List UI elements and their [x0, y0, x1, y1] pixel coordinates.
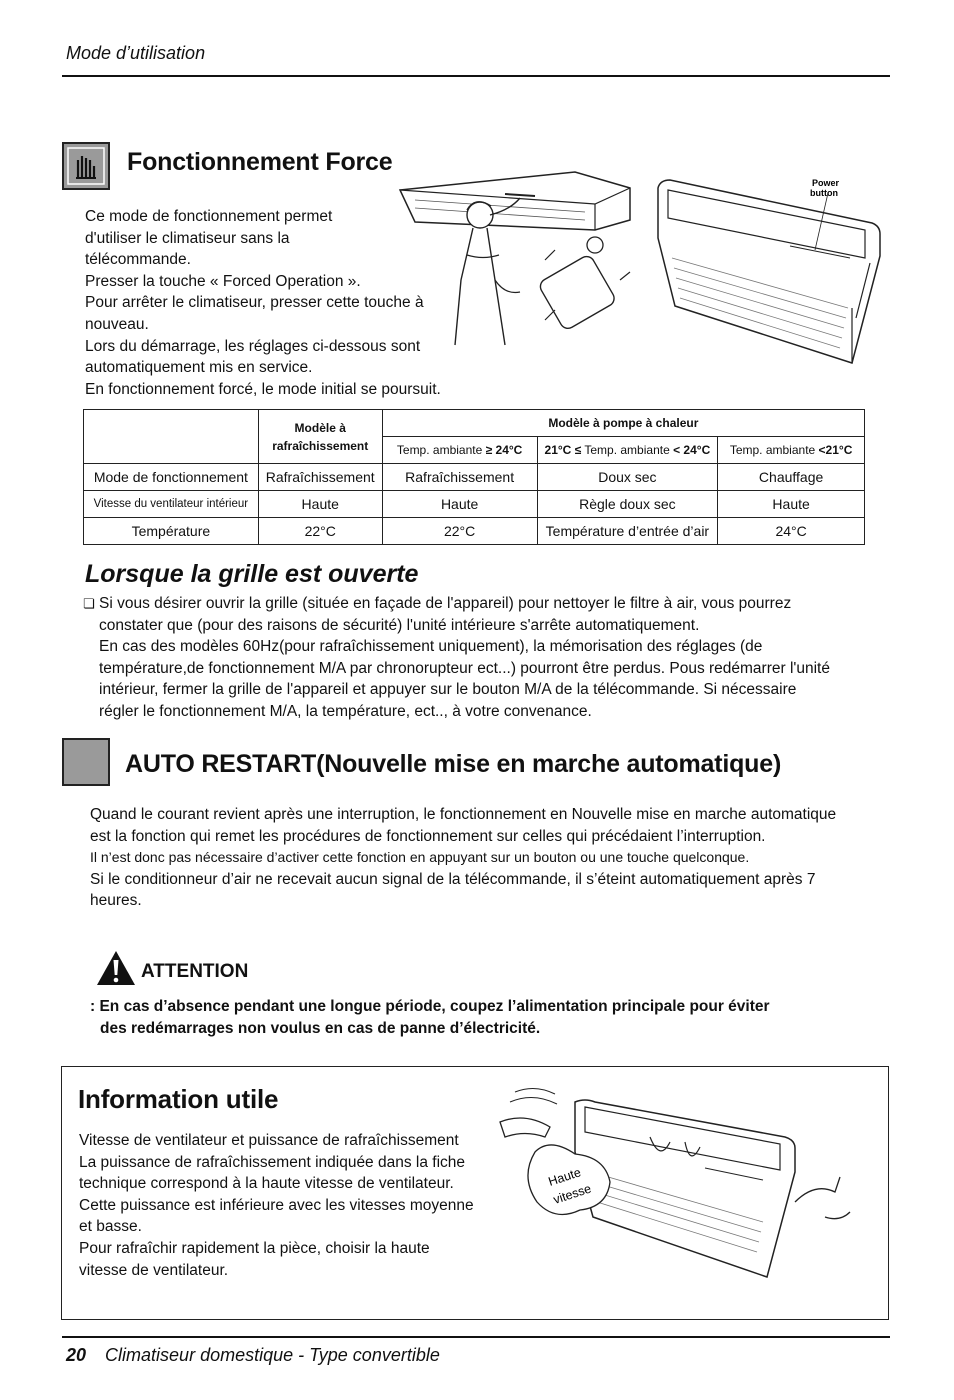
bubble-label: Haute — [546, 1165, 583, 1189]
info-text — [79, 1130, 499, 1281]
header-rule — [62, 75, 890, 77]
table-cell: Rafraîchissement — [258, 464, 382, 491]
grille-line: Si vous désirer ouvrir la grille (située en façade de l'appareil) pour nettoyer le filtre à air, vous pourrez — [99, 595, 792, 612]
table-cell: Haute — [718, 491, 865, 518]
auto-restart-line: est la fonction qui remet les procédures de fonctionnement sur celles qui précédaient l’interruption. — [90, 827, 766, 845]
info-line: Cette puissance est inférieure avec les vitesses moyenne — [79, 1196, 474, 1214]
condition-text: Temp. ambiante — [396, 443, 486, 457]
table-cell: Haute — [258, 491, 382, 518]
bubble-label: vitesse — [551, 1181, 593, 1207]
hand-icon — [62, 142, 110, 190]
auto-restart-line: Il n’est donc pas nécessaire d’activer cette fonction en appuyant sur un bouton ou une touche quelconque. — [90, 849, 750, 866]
section-icon — [62, 738, 110, 786]
table-corner — [84, 410, 259, 464]
grille-line: constater que (pour des raisons de sécurité) l'unité intérieure s'arrête automatiquement. — [99, 616, 700, 634]
grille-title: Lorsque la grille est ouverte — [85, 560, 419, 588]
forced-line: Lors du démarrage, les réglages ci-dessous sont — [85, 337, 421, 355]
footer — [66, 1345, 440, 1366]
table-cell: Règle doux sec — [537, 491, 718, 518]
table-cell: Température d’entrée d’air — [537, 518, 718, 545]
condition-value: <21°C — [818, 443, 853, 457]
page-number: 20 — [66, 1345, 87, 1365]
table-row — [84, 464, 865, 491]
info-title: Information utile — [78, 1084, 279, 1114]
cooling-model-header-line: Modèle à — [294, 420, 346, 435]
forced-settings-table — [83, 409, 865, 545]
condition-value: 21°C ≤ — [544, 443, 582, 457]
cooling-model-header — [258, 410, 382, 464]
power-button-label: button — [810, 188, 838, 198]
condition-header — [382, 437, 537, 464]
section-header: Mode d’utilisation — [66, 43, 206, 63]
table-cell: Chauffage — [718, 464, 865, 491]
forced-line: automatiquement mis en service. — [85, 359, 313, 377]
row-label: Température — [84, 518, 259, 545]
forced-title: Fonctionnement Force — [127, 148, 393, 176]
attention-text — [90, 996, 890, 1039]
auto-restart-line: heures. — [90, 892, 142, 910]
floor-unit-illustration — [650, 168, 885, 368]
forced-line: nouveau. — [85, 315, 149, 333]
condition-text: Temp. ambiante — [729, 443, 819, 457]
attention-title: ATTENTION — [141, 961, 249, 982]
row-label: Mode de fonctionnement — [84, 464, 259, 491]
cooling-model-header-line: rafraîchissement — [272, 438, 369, 453]
forced-line: d'utiliser le climatiseur sans la — [85, 229, 290, 247]
attention-line: des redémarrages non voulus en cas de panne d’électricité. — [100, 1019, 541, 1037]
table-cell: 22°C — [258, 518, 382, 545]
forced-line: télécommande. — [85, 251, 191, 269]
forced-line: Presser la touche « Forced Operation ». — [85, 272, 361, 290]
table-cell: 24°C — [718, 518, 865, 545]
table-cell: Doux sec — [537, 464, 718, 491]
footer-title: Climatiseur domestique - Type convertible — [105, 1345, 440, 1365]
forced-line: Ce mode de fonctionnement permet — [85, 208, 333, 225]
condition-value: < 24°C — [673, 443, 711, 457]
condition-text: Temp. ambiante — [581, 443, 674, 457]
forced-line: Pour arrêter le climatiseur, presser cette touche à — [85, 294, 424, 312]
table-cell: Haute — [382, 491, 537, 518]
power-button-label: Power — [812, 178, 840, 188]
grille-line: intérieur, fermer la grille de l'appareil et appuyer sur le bouton M/A de la télécommande. Si nécessaire — [99, 681, 797, 699]
table-cell: 22°C — [382, 518, 537, 545]
auto-restart-line: Quand le courant revient après une interruption, le fonctionnement en Nouvelle mise en marche automatique — [90, 806, 837, 823]
info-line: technique correspond à la haute vitesse de ventilateur. — [79, 1175, 454, 1193]
heatpump-model-header: Modèle à pompe à chaleur — [382, 410, 864, 437]
auto-restart-line: Si le conditionneur d’air ne recevait aucun signal de la télécommande, il s’éteint automatiquement après 7 — [90, 870, 816, 888]
table-row — [84, 491, 865, 518]
warning-icon — [96, 950, 136, 986]
grille-line: température,de fonctionnement M/A par chronorupteur ect...) pourront être perdus. Pous redémarrer l'unité — [99, 659, 830, 677]
auto-restart-title: AUTO RESTART(Nouvelle mise en marche automatique) — [125, 750, 782, 778]
footer-rule — [62, 1336, 890, 1338]
forced-line: En fonctionnement forcé, le mode initial se poursuit. — [85, 380, 441, 398]
condition-header — [718, 437, 865, 464]
info-line: vitesse de ventilateur. — [79, 1261, 229, 1279]
table-row — [84, 518, 865, 545]
attention-line: : En cas d’absence pendant une longue période, coupez l’alimentation principale pour éviter — [90, 998, 770, 1015]
grille-line: En cas des modèles 60Hz(pour rafraîchissement uniquement), la mémorisation des réglages (de — [99, 638, 763, 656]
ceiling-unit-illustration — [395, 160, 635, 350]
bullet-icon: ❏ — [83, 596, 95, 611]
info-line: et basse. — [79, 1218, 142, 1236]
condition-header — [537, 437, 718, 464]
info-line: Pour rafraîchir rapidement la pièce, choisir la haute — [79, 1239, 430, 1257]
info-line: La puissance de rafraîchissement indiquée dans la fiche — [79, 1153, 466, 1171]
condition-value: ≥ 24°C — [485, 443, 523, 457]
high-speed-unit-illustration — [495, 1082, 865, 1282]
grille-text — [83, 593, 883, 723]
table-cell: Rafraîchissement — [382, 464, 537, 491]
info-line: Vitesse de ventilateur et puissance de rafraîchissement — [79, 1132, 459, 1149]
auto-restart-text — [90, 804, 880, 912]
grille-line: régler le fonctionnement M/A, la température, ect.., à votre convenance. — [99, 702, 592, 720]
row-label: Vitesse du ventilateur intérieur — [84, 491, 259, 518]
